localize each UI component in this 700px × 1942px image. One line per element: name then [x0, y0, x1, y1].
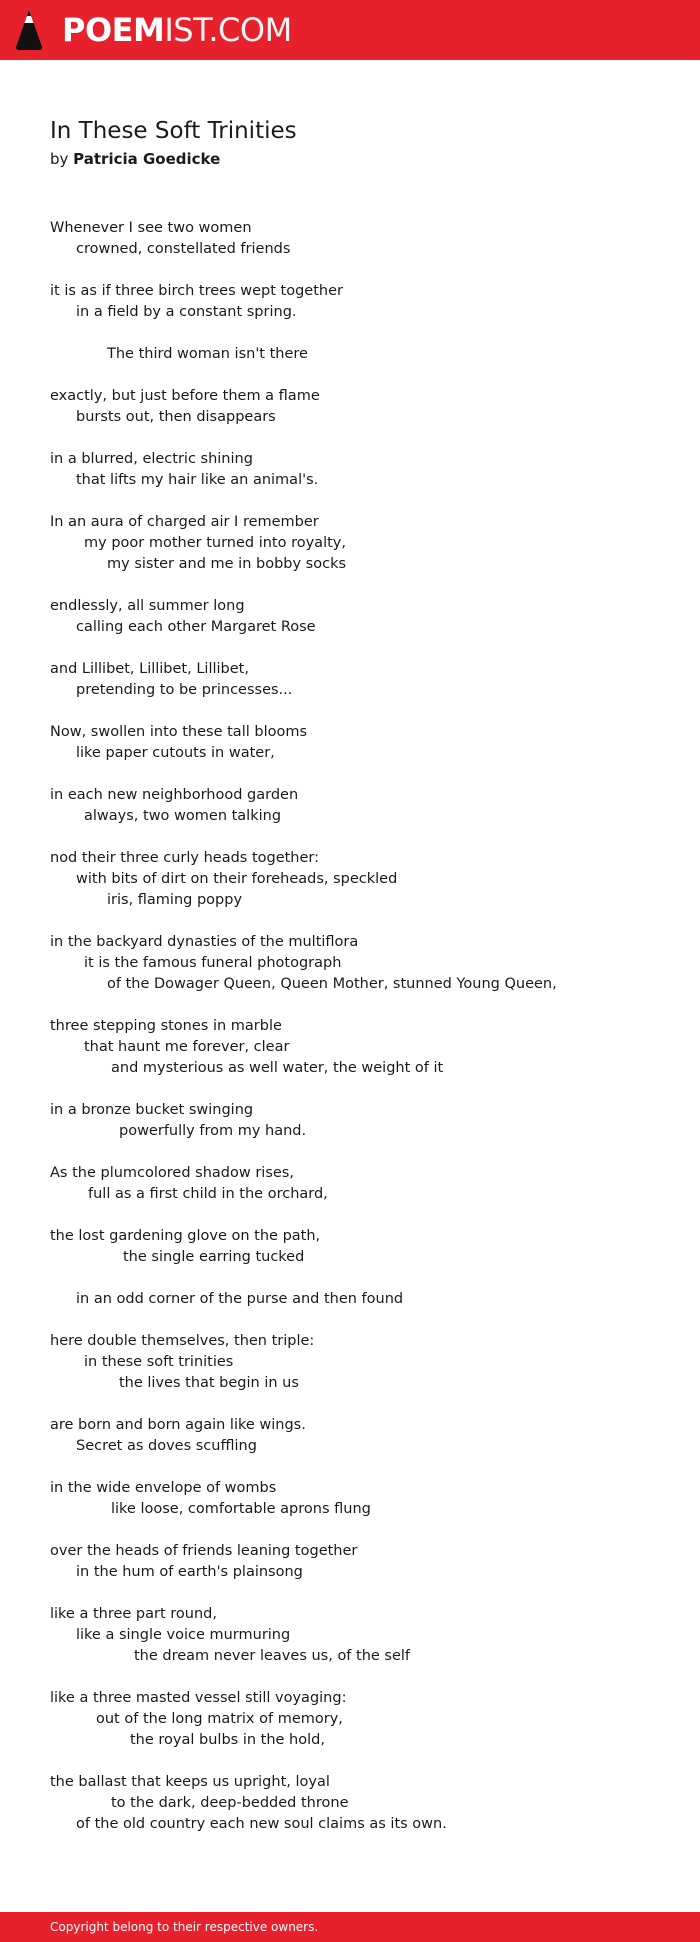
poem-line: in a bronze bucket swinging	[50, 1102, 254, 1118]
poem-line: are born and born again like wings.	[50, 1417, 306, 1433]
poem-line: like paper cutouts in water,	[76, 745, 275, 761]
poem-line: like loose, comfortable aprons flung	[111, 1501, 371, 1517]
site-logo-text	[62, 9, 292, 51]
poem-line: always, two women talking	[84, 808, 282, 824]
poem-line: in the hum of earth's plainsong	[76, 1564, 303, 1580]
poem-line: my sister and me in bobby socks	[107, 556, 347, 572]
poem-line: to the dark, deep-bedded throne	[111, 1795, 349, 1811]
poem-line: three stepping stones in marble	[50, 1018, 282, 1034]
poem-line: Now, swollen into these tall blooms	[50, 724, 308, 740]
poem-line: pretending to be princesses...	[76, 682, 293, 698]
poem-line: crowned, constellated friends	[76, 241, 291, 257]
poem-line: in the wide envelope of wombs	[50, 1480, 277, 1496]
poem-line: the dream never leaves us, of the self	[134, 1648, 411, 1664]
poem-line: Secret as doves scuffling	[76, 1438, 257, 1454]
poem-line: the single earring tucked	[123, 1249, 305, 1265]
poem-line: in a field by a constant spring.	[76, 304, 297, 320]
poem-line: in each new neighborhood garden	[50, 787, 299, 803]
poem-line: Whenever I see two women	[50, 220, 252, 236]
poem-line: powerfully from my hand.	[119, 1123, 307, 1139]
poem-line: the ballast that keeps us upright, loyal	[50, 1774, 330, 1790]
poem-author: Patricia Goedicke	[73, 150, 221, 168]
poem-line: bursts out, then disappears	[76, 409, 276, 425]
poem-line: As the plumcolored shadow rises,	[50, 1165, 294, 1181]
pencil-tip-icon	[14, 9, 44, 51]
poem-title: In These Soft Trinities	[50, 118, 297, 144]
copyright-text: Copyright belong to their respective owners.	[50, 1920, 319, 1934]
poem-line: and Lillibet, Lillibet, Lillibet,	[50, 661, 249, 677]
poem-line: endlessly, all summer long	[50, 598, 245, 614]
poem-line: here double themselves, then triple:	[50, 1333, 315, 1349]
logo-text-strong: POEM	[62, 11, 165, 49]
poem-line: in these soft trinities	[84, 1354, 234, 1370]
poem-line: the royal bulbs in the hold,	[130, 1732, 325, 1748]
by-label: by	[50, 150, 74, 168]
poem-line: iris, flaming poppy	[107, 892, 243, 908]
poem-line: my poor mother turned into royalty,	[84, 535, 346, 551]
poem-line: the lives that begin in us	[119, 1375, 299, 1391]
site-header	[0, 0, 700, 60]
poem-line: The third woman isn't there	[107, 346, 308, 362]
poem-line: nod their three curly heads together:	[50, 850, 320, 866]
poem-line: of the old country each new soul claims as its own.	[76, 1816, 447, 1832]
poem-line: and mysterious as well water, the weight of it	[111, 1060, 444, 1076]
poem-line: with bits of dirt on their foreheads, speckled	[76, 871, 398, 887]
site-logo-link[interactable]	[14, 9, 292, 51]
poem-line: over the heads of friends leaning together	[50, 1543, 358, 1559]
poem-line: like a three masted vessel still voyaging:	[50, 1690, 347, 1706]
logo-text-light: IST.COM	[164, 11, 292, 49]
poem-line: like a three part round,	[50, 1606, 217, 1622]
poem-line: the lost gardening glove on the path,	[50, 1228, 321, 1244]
site-footer	[0, 1912, 700, 1942]
poem-line: out of the long matrix of memory,	[96, 1711, 343, 1727]
poem-line: exactly, but just before them a flame	[50, 388, 320, 404]
poem-line: of the Dowager Queen, Queen Mother, stunned Young Queen,	[107, 976, 557, 992]
poem-line: in the backyard dynasties of the multiflora	[50, 934, 359, 950]
poem-line: like a single voice murmuring	[76, 1627, 291, 1643]
poem-line: it is the famous funeral photograph	[84, 955, 342, 971]
poem-line: calling each other Margaret Rose	[76, 619, 316, 635]
poem-line: in a blurred, electric shining	[50, 451, 253, 467]
poem-line: in an odd corner of the purse and then found	[76, 1291, 404, 1307]
poem-line: In an aura of charged air I remember	[50, 514, 319, 530]
poem-line: it is as if three birch trees wept together	[50, 283, 343, 299]
poem-byline	[50, 147, 220, 171]
poem-line: that haunt me forever, clear	[84, 1039, 290, 1055]
poem-line: that lifts my hair like an animal's.	[76, 472, 319, 488]
poem-line: full as a first child in the orchard,	[88, 1186, 328, 1202]
